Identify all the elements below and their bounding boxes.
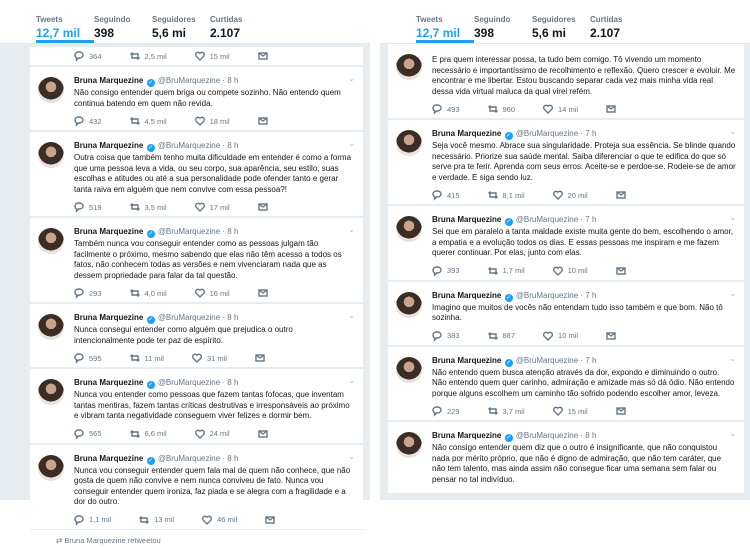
retweet-button[interactable]: [130, 51, 167, 61]
avatar[interactable]: [38, 379, 64, 405]
author-handle[interactable]: @BruMarquezine: [515, 431, 579, 440]
tweet-header: [74, 75, 355, 87]
stat-tweets[interactable]: [36, 0, 94, 43]
reply-icon: [432, 190, 442, 200]
tweet-time[interactable]: 8 h: [227, 227, 239, 236]
reply-button[interactable]: [432, 190, 460, 200]
tweet[interactable]: [30, 132, 363, 217]
tweet-text: Não entendo quem busca atenção através da dor, expondo e diminuindo o outro. Não entendo quem quer carinho, admiração e amizade mas só dá ódio. Não entendo porque alguns escolhem um caminho tão sofrido podendo escolher amor, leveza.: [432, 367, 735, 398]
verified-badge-icon: ✓: [148, 457, 154, 464]
reply-button[interactable]: [74, 353, 102, 363]
heart-icon: [543, 331, 553, 341]
like-count: 46 mil: [217, 515, 238, 524]
tweet-actions: [432, 402, 736, 420]
like-count: 31 mil: [206, 353, 227, 363]
like-button[interactable]: [543, 104, 578, 114]
like-count: 15 mil: [209, 51, 230, 61]
dm-button[interactable]: [616, 190, 626, 200]
mail-icon: [606, 331, 616, 341]
truncated-tweet: [30, 47, 363, 66]
reply-count: 565: [89, 429, 102, 438]
separator-dot: ·: [220, 313, 228, 322]
reply-icon: [74, 116, 84, 126]
stat-label: Seguidores: [532, 15, 576, 24]
tweet-header: [74, 377, 355, 389]
retweet-indicator: ⇄ Bruna Marquezine retweetou: [30, 531, 363, 549]
retweet-icon: [139, 515, 149, 525]
heart-icon: [195, 429, 205, 439]
avatar[interactable]: [396, 357, 422, 383]
author-name[interactable]: Bruna Marquezine: [74, 76, 144, 85]
tweet[interactable]: [388, 282, 744, 346]
chevron-down-icon[interactable]: ⌄: [729, 288, 736, 298]
like-button[interactable]: [195, 116, 230, 126]
tweet[interactable]: [388, 422, 744, 494]
tweet[interactable]: [388, 120, 744, 205]
reply-count: 415: [447, 190, 460, 200]
stat-value: 2.107: [210, 26, 241, 40]
avatar[interactable]: [396, 432, 422, 458]
retweet-count: 3,7 mil: [502, 406, 525, 416]
heart-icon: [202, 515, 212, 525]
like-button[interactable]: [553, 406, 588, 416]
tweet-text: Seja você mesmo. Abrace sua singularidade. Proteja sua essência. Se blinde quando necessário. Priorize sua saúde mental. Saiba diferenciar o que te edifica do que só serve pra te ferir. Aprenda com seus erros. Aceite-se e perdoe-se. Rodeie-se de amor e verdade. E siga sendo luz.: [432, 141, 736, 182]
chevron-down-icon[interactable]: ⌄: [348, 225, 355, 234]
tweet-time[interactable]: 7 h: [585, 355, 597, 365]
retweet-button[interactable]: [488, 190, 525, 200]
stat-label: Seguindo: [474, 15, 511, 24]
reply-button[interactable]: [432, 104, 460, 114]
tweet-time[interactable]: 8 h: [585, 431, 597, 440]
separator-dot: ·: [578, 431, 586, 440]
reply-count: 229: [447, 406, 460, 416]
like-button[interactable]: [195, 51, 230, 61]
tweet[interactable]: [30, 67, 363, 131]
like-button[interactable]: [553, 190, 588, 200]
chevron-down-icon[interactable]: ⌄: [348, 74, 355, 83]
dm-button[interactable]: [606, 104, 616, 114]
retweet-button[interactable]: [488, 331, 516, 341]
heart-icon: [195, 202, 205, 212]
retweet-count: 3,5 mil: [144, 202, 167, 212]
reply-icon: [432, 266, 442, 276]
author-handle[interactable]: @BruMarquezine: [515, 129, 579, 138]
stat-seguindo[interactable]: [94, 0, 152, 43]
author-handle[interactable]: @BruMarquezine: [157, 378, 221, 387]
stat-value: 12,7 mil: [416, 26, 461, 40]
mail-icon: [616, 190, 626, 200]
retweet-count: 1,7 mil: [502, 266, 525, 275]
stat-value: 5,6 mi: [152, 26, 187, 40]
author-name[interactable]: Bruna Marquezine: [432, 215, 502, 224]
retweet-button[interactable]: [488, 104, 516, 114]
like-count: 20 mil: [567, 190, 588, 200]
author-name[interactable]: Bruna Marquezine: [432, 290, 502, 300]
tweet-header: [74, 453, 355, 465]
like-button[interactable]: [195, 288, 230, 298]
retweet-count: 960: [502, 104, 516, 114]
tweet-actions: [74, 112, 355, 130]
tweet-header: [432, 128, 736, 140]
mail-icon: [606, 104, 616, 114]
heart-icon: [543, 104, 553, 114]
chevron-down-icon[interactable]: ⌄: [348, 139, 355, 148]
reply-icon: [432, 406, 442, 416]
tweet-time[interactable]: 7 h: [585, 215, 597, 224]
reply-button[interactable]: [74, 288, 102, 298]
retweet-icon: [130, 353, 140, 363]
reply-icon: [432, 331, 442, 341]
like-count: 17 mil: [209, 202, 230, 212]
author-handle[interactable]: @BruMarquezine: [157, 227, 221, 236]
retweet-button[interactable]: [130, 116, 167, 126]
tweet-header: [74, 226, 355, 238]
tweet-actions: [74, 425, 355, 443]
author-handle[interactable]: @BruMarquezine: [515, 355, 579, 365]
tweet-text: E pra quem interessar possa, ta tudo bem comigo. Tô vivendo um momento necessário e importantíssimo de recolhimento e reflexão. Quero crescer e evoluir. Me encontrar e me libertar. Estou buscando separar cada vez mais minha vida real dessa vida virtual maluca da qual virei refém.: [432, 55, 736, 96]
retweet-count: 13 mil: [154, 515, 175, 524]
mail-icon: [616, 406, 626, 416]
reply-button[interactable]: [74, 51, 102, 61]
tweet[interactable]: [30, 304, 363, 368]
reply-count: 493: [447, 104, 460, 114]
author-handle[interactable]: @BruMarquezine: [157, 313, 221, 322]
chevron-down-icon[interactable]: ⌄: [348, 376, 355, 385]
tweet-time[interactable]: 8 h: [227, 141, 239, 150]
author-handle[interactable]: @BruMarquezine: [515, 290, 579, 300]
tweet-header: [432, 355, 736, 367]
stat-value: 12,7 mil: [36, 26, 81, 40]
avatar[interactable]: [396, 54, 422, 80]
stat-value: 398: [474, 26, 495, 40]
like-button[interactable]: [192, 353, 227, 363]
author-name[interactable]: Bruna Marquezine: [432, 355, 502, 365]
tweet-time[interactable]: 8 h: [227, 76, 239, 85]
author-name[interactable]: Bruna Marquezine: [74, 453, 144, 463]
tweet-actions: [74, 47, 355, 65]
dm-button[interactable]: [258, 288, 268, 298]
dm-button[interactable]: [616, 266, 626, 276]
heart-icon: [195, 116, 205, 126]
verified-badge-icon: ✓: [506, 359, 512, 366]
mail-icon: [258, 202, 268, 212]
tweet-time[interactable]: 8 h: [227, 378, 239, 387]
stat-seguindo[interactable]: [474, 0, 532, 43]
retweet-button[interactable]: [130, 202, 167, 212]
separator-dot: ·: [220, 227, 228, 236]
reply-button[interactable]: [432, 406, 460, 416]
retweet-icon: [130, 429, 140, 439]
retweet-button[interactable]: [488, 266, 525, 276]
tweet[interactable]: [388, 347, 744, 422]
tweet[interactable]: [30, 445, 363, 530]
reply-button[interactable]: [74, 429, 102, 439]
reply-count: 519: [89, 202, 102, 212]
mail-icon: [258, 288, 268, 298]
tweet-text: Nunca consegui entender como alguém que prejudica o outro intencionalmente pode ter paz de espírito.: [74, 325, 293, 345]
dm-button[interactable]: [258, 51, 268, 61]
reply-count: 383: [447, 331, 460, 340]
verified-badge-icon: ✓: [148, 145, 154, 151]
retweet-indicator-label: Bruna Marquezine retweetou: [64, 535, 161, 545]
heart-icon: [553, 406, 563, 416]
heart-icon: [553, 266, 563, 276]
like-count: 24 mil: [209, 429, 230, 438]
heart-icon: [553, 190, 563, 200]
tweet[interactable]: [30, 218, 363, 303]
retweet-button[interactable]: [130, 429, 167, 439]
tweet-actions: [74, 198, 355, 216]
separator-dot: ·: [220, 378, 228, 387]
author-name[interactable]: Bruna Marquezine: [432, 431, 502, 440]
tweet-actions: [432, 186, 736, 204]
tweet-header: [432, 214, 736, 226]
tweet-text: Nunca vou conseguir entender quem fala mal de quem não conhece, que não gosta de quem não convive e nem nunca conviveu de fato. Nunca vou conseguir entender quem ironiza, faz piada e se alegra com a fragilidade e a dor do outro.: [74, 465, 351, 506]
heart-icon: [195, 288, 205, 298]
stat-label: Curtidas: [210, 15, 243, 24]
stat-curtidas[interactable]: [590, 0, 648, 43]
stat-tweets[interactable]: [416, 0, 474, 43]
retweet-count: 4,5 mil: [144, 116, 167, 126]
tweet-text: Sei que em paralelo a tanta maldade existe muita gente do bem, escolhendo o amor, a empatia e a evolução todos os dias. E essas pessoas me inspiram e me fazem querer continuar. Por elas, junto com elas.: [432, 227, 734, 257]
heart-icon: [192, 353, 202, 363]
retweet-button[interactable]: [130, 288, 167, 298]
chevron-down-icon[interactable]: ⌄: [348, 451, 355, 461]
retweet-count: 11 mil: [144, 353, 164, 363]
dm-button[interactable]: [265, 515, 275, 525]
chevron-down-icon[interactable]: ⌄: [729, 429, 736, 438]
reply-button[interactable]: [74, 515, 111, 525]
avatar[interactable]: [38, 314, 64, 340]
retweet-count: 2,5 mil: [144, 51, 167, 61]
dm-button[interactable]: [606, 331, 616, 341]
retweet-count: 8,1 mil: [502, 190, 525, 200]
separator-dot: ·: [578, 290, 586, 300]
verified-badge-icon: ✓: [506, 219, 512, 225]
reply-button[interactable]: [432, 266, 460, 276]
tweet-header: [432, 430, 736, 442]
right-screenshot-panel: [380, 0, 750, 500]
verified-badge-icon: ✓: [148, 80, 154, 86]
mail-icon: [258, 51, 268, 61]
like-count: 18 mil: [209, 116, 230, 126]
avatar[interactable]: [396, 130, 422, 156]
chevron-down-icon[interactable]: ⌄: [348, 311, 355, 320]
tweet-header: [74, 140, 355, 152]
stat-label: Seguindo: [94, 15, 131, 24]
retweet-button[interactable]: [488, 406, 525, 416]
dm-button[interactable]: [258, 202, 268, 212]
avatar[interactable]: [38, 142, 64, 168]
separator-dot: ·: [578, 129, 586, 138]
like-count: 10 mil: [558, 331, 579, 340]
verified-badge-icon: ✓: [506, 133, 512, 139]
author-handle[interactable]: @BruMarquezine: [515, 215, 579, 224]
tweet-actions: [74, 511, 355, 529]
separator-dot: ·: [578, 215, 586, 224]
profile-stats-bar: [0, 0, 370, 44]
tweet-text: Nunca vou entender como pessoas que fazem tantas fofocas, que inventam tantas mentiras, fazem tantas críticas destrutivas e irresponsáveis ao próximo e vibram tanta negatividade conseguem viver felizes e dormir bem.: [74, 390, 350, 420]
stat-curtidas[interactable]: [210, 0, 268, 43]
heart-icon: [195, 51, 205, 61]
separator-dot: ·: [220, 141, 228, 150]
author-handle[interactable]: @BruMarquezine: [157, 141, 221, 150]
dm-button[interactable]: [258, 429, 268, 439]
like-button[interactable]: [553, 266, 588, 276]
author-name[interactable]: Bruna Marquezine: [74, 141, 144, 150]
dm-button[interactable]: [258, 116, 268, 126]
tweet[interactable]: [30, 369, 363, 444]
tweet-text: Não consigo entender quem briga ou compete sozinho. Não entendo quem continua batendo em quem não revida.: [74, 88, 341, 108]
retweet-icon: [130, 116, 140, 126]
retweet-icon: [488, 331, 498, 341]
reply-icon: [74, 429, 84, 439]
verified-badge-icon: ✓: [148, 231, 154, 237]
retweet-count: 6,6 mil: [144, 429, 167, 438]
stat-label: Seguidores: [152, 15, 196, 24]
stat-value: 398: [94, 26, 115, 40]
reply-icon: [74, 288, 84, 298]
retweet-icon: [488, 406, 498, 416]
avatar[interactable]: [38, 228, 64, 254]
avatar[interactable]: [396, 292, 422, 318]
avatar[interactable]: [38, 455, 64, 481]
like-count: 10 mil: [567, 266, 588, 275]
mail-icon: [265, 515, 275, 525]
stat-label: Tweets: [416, 15, 443, 24]
reply-icon: [74, 515, 84, 525]
like-count: 15 mil: [567, 406, 588, 416]
tweet-time[interactable]: 7 h: [585, 129, 597, 138]
tweet-actions: [74, 349, 355, 367]
chevron-down-icon[interactable]: ⌄: [729, 353, 736, 363]
retweet-icon: [488, 266, 498, 276]
like-button[interactable]: [202, 515, 237, 525]
profile-stats-bar: [380, 0, 750, 44]
reply-count: 432: [89, 116, 102, 126]
separator-dot: ·: [220, 453, 228, 463]
verified-badge-icon: ✓: [506, 294, 512, 301]
like-count: 14 mil: [558, 104, 579, 114]
panel-divider: [370, 0, 380, 500]
tweet-stream: [30, 44, 363, 549]
stat-seguidores[interactable]: [152, 0, 210, 43]
retweet-icon: [130, 288, 140, 298]
chevron-down-icon[interactable]: ⌄: [729, 127, 736, 136]
retweet-icon: [130, 202, 140, 212]
tweet[interactable]: [388, 44, 744, 119]
author-name[interactable]: Bruna Marquezine: [432, 129, 502, 138]
tweet-actions: [432, 327, 736, 345]
tweet-time[interactable]: 7 h: [585, 290, 597, 300]
verified-badge-icon: ✓: [148, 317, 154, 323]
tweet-stream: [388, 44, 744, 495]
like-count: 16 mil: [209, 288, 230, 298]
mail-icon: [616, 266, 626, 276]
stat-label: Tweets: [36, 15, 63, 24]
separator-dot: ·: [578, 355, 586, 365]
author-name[interactable]: Bruna Marquezine: [74, 227, 144, 236]
mail-icon: [255, 353, 265, 363]
tweet-header: [74, 312, 355, 324]
reply-button[interactable]: [74, 202, 102, 212]
tweet-actions: [432, 100, 736, 118]
chevron-down-icon[interactable]: ⌄: [729, 213, 736, 222]
reply-count: 595: [89, 353, 102, 363]
verified-badge-icon: ✓: [506, 435, 512, 441]
tweet-text: Também nunca vou conseguir entender como as pessoas julgam tão facilmente o próximo, mesmo sabendo que elas não têm acesso a todos os fatos, não conhecem todas as versões e nem vivenciaram nada que as dessem propriedade para falar da tal questão.: [74, 239, 342, 280]
retweet-button[interactable]: [139, 515, 174, 525]
retweet-icon: [488, 190, 498, 200]
reply-icon: [432, 104, 442, 114]
retweet-count: 887: [502, 331, 516, 340]
tweet-time[interactable]: 8 h: [227, 453, 239, 463]
retweet-button[interactable]: [130, 353, 164, 363]
stat-label: Curtidas: [590, 15, 623, 24]
retweet-count: 4,0 mil: [144, 288, 167, 298]
reply-button[interactable]: [432, 331, 460, 341]
reply-icon: [74, 353, 84, 363]
mail-icon: [258, 429, 268, 439]
verified-badge-icon: ✓: [148, 382, 154, 388]
author-handle[interactable]: @BruMarquezine: [157, 76, 221, 85]
tweet-text: Não consigo entender quem diz que o outro é insignificante, que não conquistou nada por mérito próprio, que não é digno de admiração, que não tem caráter, que não tem talento, mas ainda assim não consegue ficar uma semana sem falar ou pensar no tal indivíduo.: [432, 443, 722, 484]
avatar[interactable]: [396, 216, 422, 242]
tweet-actions: [432, 262, 736, 280]
like-button[interactable]: [195, 202, 230, 212]
author-handle[interactable]: @BruMarquezine: [157, 453, 221, 463]
like-button[interactable]: [195, 429, 230, 439]
left-screenshot-panel: [0, 0, 370, 545]
author-name[interactable]: Bruna Marquezine: [74, 313, 144, 322]
tweet-text: Imagino que muitos de vocês não entendam tudo isso também e que bom. Não tô sozinha.: [432, 302, 723, 322]
reply-count: 364: [89, 51, 102, 61]
stat-value: 5,6 mi: [532, 26, 567, 40]
dm-button[interactable]: [616, 406, 626, 416]
reply-button[interactable]: [74, 116, 102, 126]
reply-count: 1,1 mil: [89, 515, 112, 524]
stat-seguidores[interactable]: [532, 0, 590, 43]
reply-count: 393: [447, 266, 460, 275]
reply-icon: [74, 202, 84, 212]
reply-count: 293: [89, 288, 102, 298]
tweet-actions: [74, 284, 355, 302]
retweet-icon: [488, 104, 498, 114]
avatar[interactable]: [38, 77, 64, 103]
tweet-text: Outra coisa que também tenho muita dificuldade em entender é como a forma que uma pessoa leva a vida, ou seu corpo, sua aparência, seu estilo, suas escolhas e atitudes ou até a sua personalidade pode ofender tanto e gerar tanta raiva em alguém que nem convive com essa pessoa?!: [74, 153, 352, 194]
tweet-time[interactable]: 8 h: [227, 313, 239, 322]
retweet-icon: [130, 51, 140, 61]
dm-button[interactable]: [255, 353, 265, 363]
tweet-header: [432, 290, 736, 302]
separator-dot: ·: [220, 76, 228, 85]
tweet[interactable]: [388, 206, 744, 281]
mail-icon: [258, 116, 268, 126]
reply-icon: [74, 51, 84, 61]
stat-value: 2.107: [590, 26, 621, 40]
author-name[interactable]: Bruna Marquezine: [74, 378, 144, 387]
like-button[interactable]: [543, 331, 578, 341]
